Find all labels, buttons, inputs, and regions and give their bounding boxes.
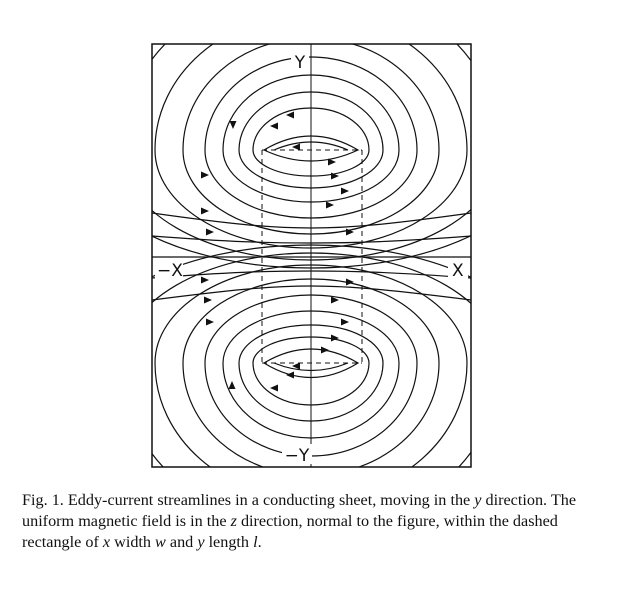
caption-segment: x: [102, 533, 111, 551]
flow-arrow: [331, 335, 339, 342]
caption-segment: .: [257, 533, 262, 551]
flow-arrow: [346, 279, 354, 286]
flow-arrow: [201, 208, 209, 215]
flow-arrow: [230, 121, 237, 129]
x-positive-label: X: [452, 261, 464, 281]
caption-segment: direction. The uniform magnetic field is in the: [22, 491, 577, 530]
flow-arrows: [201, 112, 354, 392]
caption-segment: length: [204, 533, 254, 551]
flow-arrow: [270, 123, 278, 130]
y-negative-label: −Y: [284, 446, 310, 466]
flow-arrow: [341, 188, 349, 195]
flow-arrow: [201, 172, 209, 179]
flow-arrow: [292, 144, 300, 151]
flow-arrow: [286, 112, 294, 119]
x-negative-label: −X: [157, 261, 183, 281]
flow-arrow: [326, 202, 334, 209]
flow-arrow: [229, 381, 236, 389]
caption-segment: w: [155, 533, 166, 551]
flow-arrow: [270, 385, 278, 392]
caption-segment: and: [165, 533, 198, 551]
flow-arrow: [206, 229, 214, 236]
flow-arrow: [328, 159, 336, 166]
flow-arrow: [206, 319, 214, 326]
caption-segment: Eddy-current streamlines in a conducting sheet, moving in the: [67, 491, 475, 509]
flow-arrow: [201, 277, 209, 284]
flow-arrow: [204, 297, 212, 304]
caption-segment: z: [230, 512, 237, 530]
caption-segment: width: [110, 533, 156, 551]
flow-arrow: [341, 319, 349, 326]
caption-text: [22, 491, 576, 551]
caption-segment: y: [474, 491, 482, 509]
flow-arrow: [321, 347, 329, 354]
figure-caption: [22, 490, 612, 553]
caption-segment: l: [253, 533, 258, 551]
caption-segment: y: [197, 533, 205, 551]
flow-arrow: [286, 372, 294, 379]
caption-label: Fig. 1.: [22, 491, 64, 509]
caption-segment: direction, normal to the figure, within the dashed rectangle of: [22, 512, 558, 551]
y-positive-label: Y: [294, 53, 306, 73]
